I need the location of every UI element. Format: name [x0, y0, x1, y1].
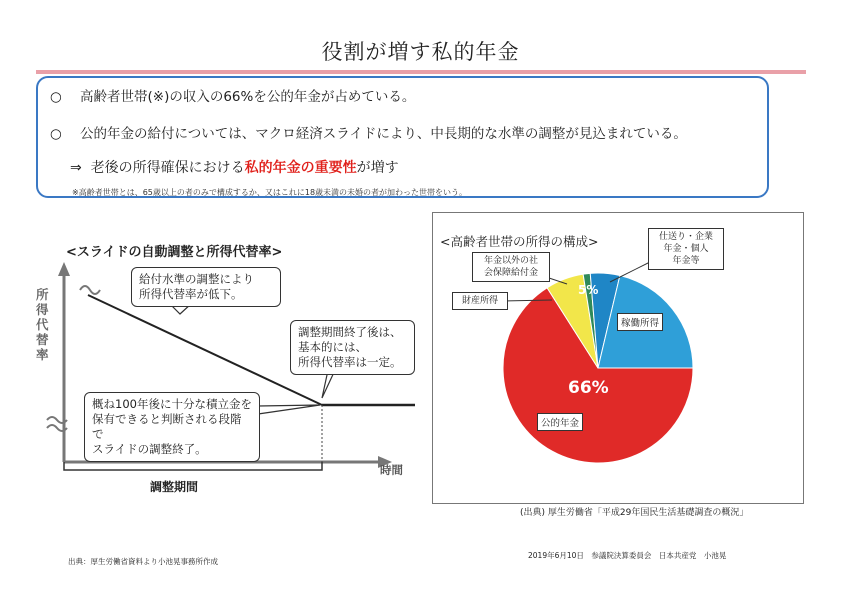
page-title: 役割が増す私的年金 [321, 40, 520, 64]
label-public-pension: 公的年金 [537, 413, 583, 431]
conclusion-highlight: 私的年金の重要性 [244, 160, 357, 176]
callout-line: 保有できると判断される段階で [92, 412, 242, 441]
label-line: 会保障給付金 [483, 268, 538, 278]
pct-remittance: 5% [578, 283, 599, 297]
callout-line: 調整期間終了後は、 [298, 325, 402, 339]
income-chart-title: <高齢者世帯の所得の構成> [440, 234, 599, 249]
conclusion-suffix: が増す [356, 160, 399, 176]
pct-public-pension: 66% [568, 378, 609, 398]
footnote: ※高齢者世帯とは、65歳以上の者のみで構成するか、又はこれに18歳未満の未婚の者が加わった世帯をいう。 [72, 188, 467, 197]
adjustment-period-label: 調整期間 [150, 480, 199, 494]
bullet-mark: ○ [50, 89, 62, 105]
label-work: 稼働所得 [617, 313, 663, 331]
callout-line: スライドの調整終了。 [92, 442, 207, 456]
callout-line: 基本的には、 [298, 340, 367, 354]
label-line: 年金・個人 [663, 244, 709, 254]
label-other-social [472, 252, 550, 282]
slide-chart-title: <スライドの自動調整と所得代替率> [66, 245, 283, 260]
footer-source: 出典：厚生労働省資料より小池晃事務所作成 [68, 557, 218, 566]
callout-line: 所得代替率が低下。 [139, 287, 243, 301]
arrow-icon: ⇒ [70, 160, 82, 176]
income-chart-source: (出典) 厚生労働省「平成29年国民生活基礎調査の概況」 [520, 508, 749, 518]
label-property: 財産所得 [452, 292, 508, 310]
slide-chart-xlabel: 時間 [380, 463, 403, 477]
callout-line: 給付水準の調整により [139, 272, 254, 286]
label-line: 年金以外の社 [483, 256, 538, 266]
footer-credit: 2019年6月10日 参議院決算委員会 日本共産党 小池晃 [528, 551, 727, 560]
label-line: 年金等 [672, 256, 700, 266]
label-remittance [648, 228, 724, 270]
label-line: 仕送り・企業 [658, 232, 713, 242]
slide-chart-ylabel: 所得代替率 [36, 287, 49, 362]
callout-line: 概ね100年後に十分な積立金を [92, 397, 252, 411]
bullet-mark: ○ [50, 126, 62, 142]
conclusion-prefix: 老後の所得確保における [90, 160, 245, 176]
bullet-1-text: 高齢者世帯(※)の収入の66%を公的年金が占めている。 [80, 89, 416, 105]
bullet-2-text: 公的年金の給付については、マクロ経済スライドにより、中長期的な水準の調整が見込まれている。 [80, 126, 687, 142]
callout-line: 所得代替率は一定。 [298, 355, 402, 369]
